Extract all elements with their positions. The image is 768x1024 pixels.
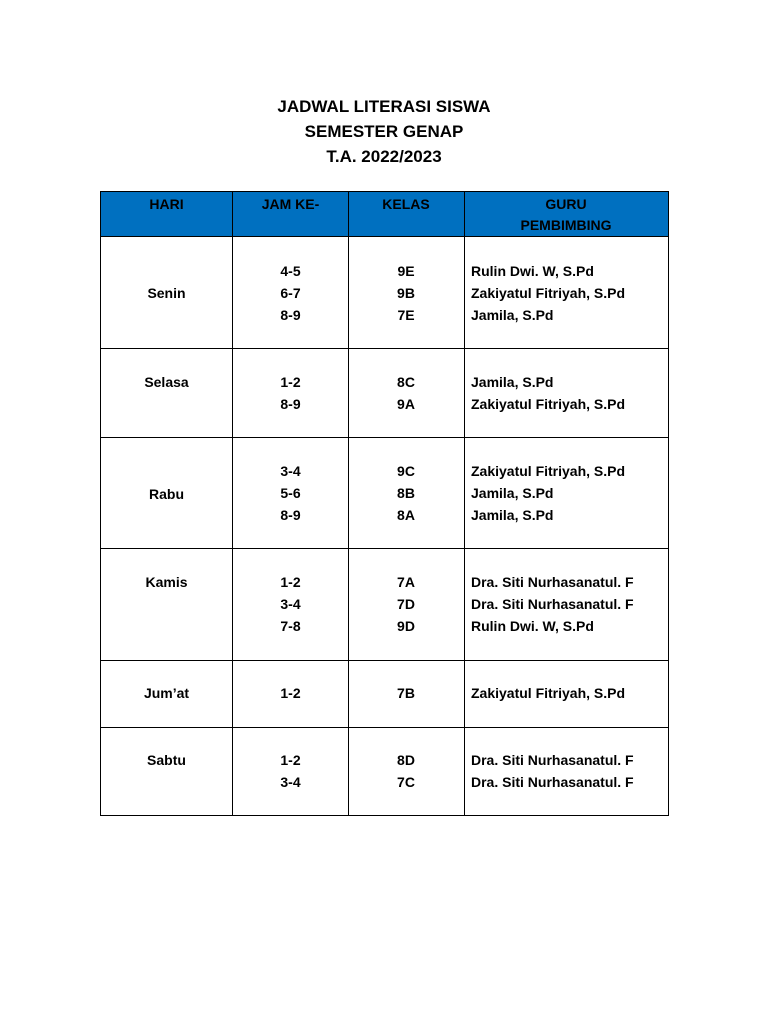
- cell-kelas-line: 7E: [397, 307, 415, 323]
- header-jam: JAM KE-: [261, 196, 320, 212]
- cell-jam-line: 5-6: [280, 485, 301, 501]
- cell-kelas-line: 9B: [397, 285, 415, 301]
- cell-guru-line: Rulin Dwi. W, S.Pd: [471, 618, 594, 634]
- cell-guru-line: Zakiyatul Fitriyah, S.Pd: [471, 396, 626, 412]
- cell-jam-line: 8-9: [280, 507, 301, 523]
- cell-guru: [471, 682, 668, 704]
- header-kelas: KELAS: [382, 196, 430, 212]
- cell-kelas-line: 7B: [397, 685, 415, 701]
- header-hari: HARI: [149, 196, 184, 212]
- cell-guru: [471, 571, 668, 637]
- row-divider: [100, 191, 669, 192]
- cell-jam-line: 3-4: [280, 463, 301, 479]
- cell-kelas-line: 8A: [397, 507, 415, 523]
- cell-guru-line: Dra. Siti Nurhasanatul. F: [471, 574, 634, 590]
- cell-guru-line: Dra. Siti Nurhasanatul. F: [471, 774, 634, 790]
- cell-guru-line: Jamila, S.Pd: [471, 374, 554, 390]
- cell-guru-line: Zakiyatul Fitriyah, S.Pd: [471, 285, 626, 301]
- row-divider: [100, 660, 669, 661]
- column-divider: [464, 191, 465, 815]
- cell-guru-line: Jamila, S.Pd: [471, 307, 554, 323]
- cell-jam-line: 3-4: [280, 774, 301, 790]
- cell-kelas-line: 8D: [397, 752, 415, 768]
- cell-kelas-line: 7D: [397, 596, 415, 612]
- cell-guru: [471, 371, 668, 415]
- schedule-table: [100, 191, 669, 815]
- cell-jam: [233, 749, 348, 793]
- cell-hari: Senin: [147, 285, 186, 301]
- cell-guru-line: Jamila, S.Pd: [471, 507, 554, 523]
- cell-jam-line: 6-7: [280, 285, 301, 301]
- header-pembimbing: PEMBIMBING: [520, 217, 612, 233]
- cell-jam: [233, 371, 348, 415]
- cell-jam-line: 1-2: [280, 574, 301, 590]
- row-divider: [100, 815, 669, 816]
- cell-kelas-line: 8B: [397, 485, 415, 501]
- row-divider: [100, 548, 669, 549]
- cell-kelas: [349, 371, 463, 415]
- row-divider: [100, 236, 669, 237]
- header-guru: GURU: [545, 196, 587, 212]
- cell-kelas-line: 9D: [397, 618, 415, 634]
- cell-jam: [233, 260, 348, 326]
- cell-guru-line: Zakiyatul Fitriyah, S.Pd: [471, 463, 626, 479]
- cell-hari: Jum’at: [143, 685, 190, 701]
- cell-kelas-line: 9E: [397, 263, 415, 279]
- row-divider: [100, 727, 669, 728]
- cell-jam: [233, 682, 348, 704]
- cell-kelas: [349, 460, 463, 526]
- document-title: JADWAL LITERASI SISWA: [277, 97, 491, 116]
- cell-kelas: [349, 260, 463, 326]
- document-subtitle-semester: SEMESTER GENAP: [304, 122, 464, 141]
- cell-jam: [233, 571, 348, 637]
- cell-jam-line: 4-5: [280, 263, 301, 279]
- cell-kelas-line: 9A: [397, 396, 415, 412]
- cell-jam-line: 8-9: [280, 307, 301, 323]
- cell-kelas-line: 7A: [397, 574, 415, 590]
- cell-hari: Kamis: [145, 574, 188, 590]
- cell-kelas: [349, 682, 463, 704]
- column-divider: [668, 191, 669, 815]
- cell-kelas-line: 7C: [397, 774, 415, 790]
- cell-guru: [471, 749, 668, 793]
- row-divider: [100, 437, 669, 438]
- row-divider: [100, 348, 669, 349]
- cell-jam-line: 7-8: [280, 618, 301, 634]
- cell-kelas: [349, 749, 463, 793]
- cell-hari: Sabtu: [147, 752, 186, 768]
- cell-guru: [471, 460, 668, 526]
- cell-jam-line: 1-2: [280, 374, 301, 390]
- cell-guru-line: Dra. Siti Nurhasanatul. F: [471, 752, 634, 768]
- cell-guru-line: Zakiyatul Fitriyah, S.Pd: [471, 685, 626, 701]
- cell-kelas-line: 9C: [397, 463, 415, 479]
- cell-guru-line: Jamila, S.Pd: [471, 485, 554, 501]
- cell-jam-line: 3-4: [280, 596, 301, 612]
- cell-jam-line: 1-2: [280, 752, 301, 768]
- cell-kelas-line: 8C: [397, 374, 415, 390]
- cell-guru-line: Rulin Dwi. W, S.Pd: [471, 263, 594, 279]
- cell-hari: Rabu: [149, 486, 184, 502]
- cell-guru: [471, 260, 668, 326]
- cell-guru-line: Dra. Siti Nurhasanatul. F: [471, 596, 634, 612]
- cell-jam-line: 1-2: [280, 685, 301, 701]
- cell-hari: Selasa: [144, 374, 189, 390]
- cell-jam-line: 8-9: [280, 396, 301, 412]
- cell-jam: [233, 460, 348, 526]
- document-subtitle-year: T.A. 2022/2023: [326, 147, 442, 166]
- cell-kelas: [349, 571, 463, 637]
